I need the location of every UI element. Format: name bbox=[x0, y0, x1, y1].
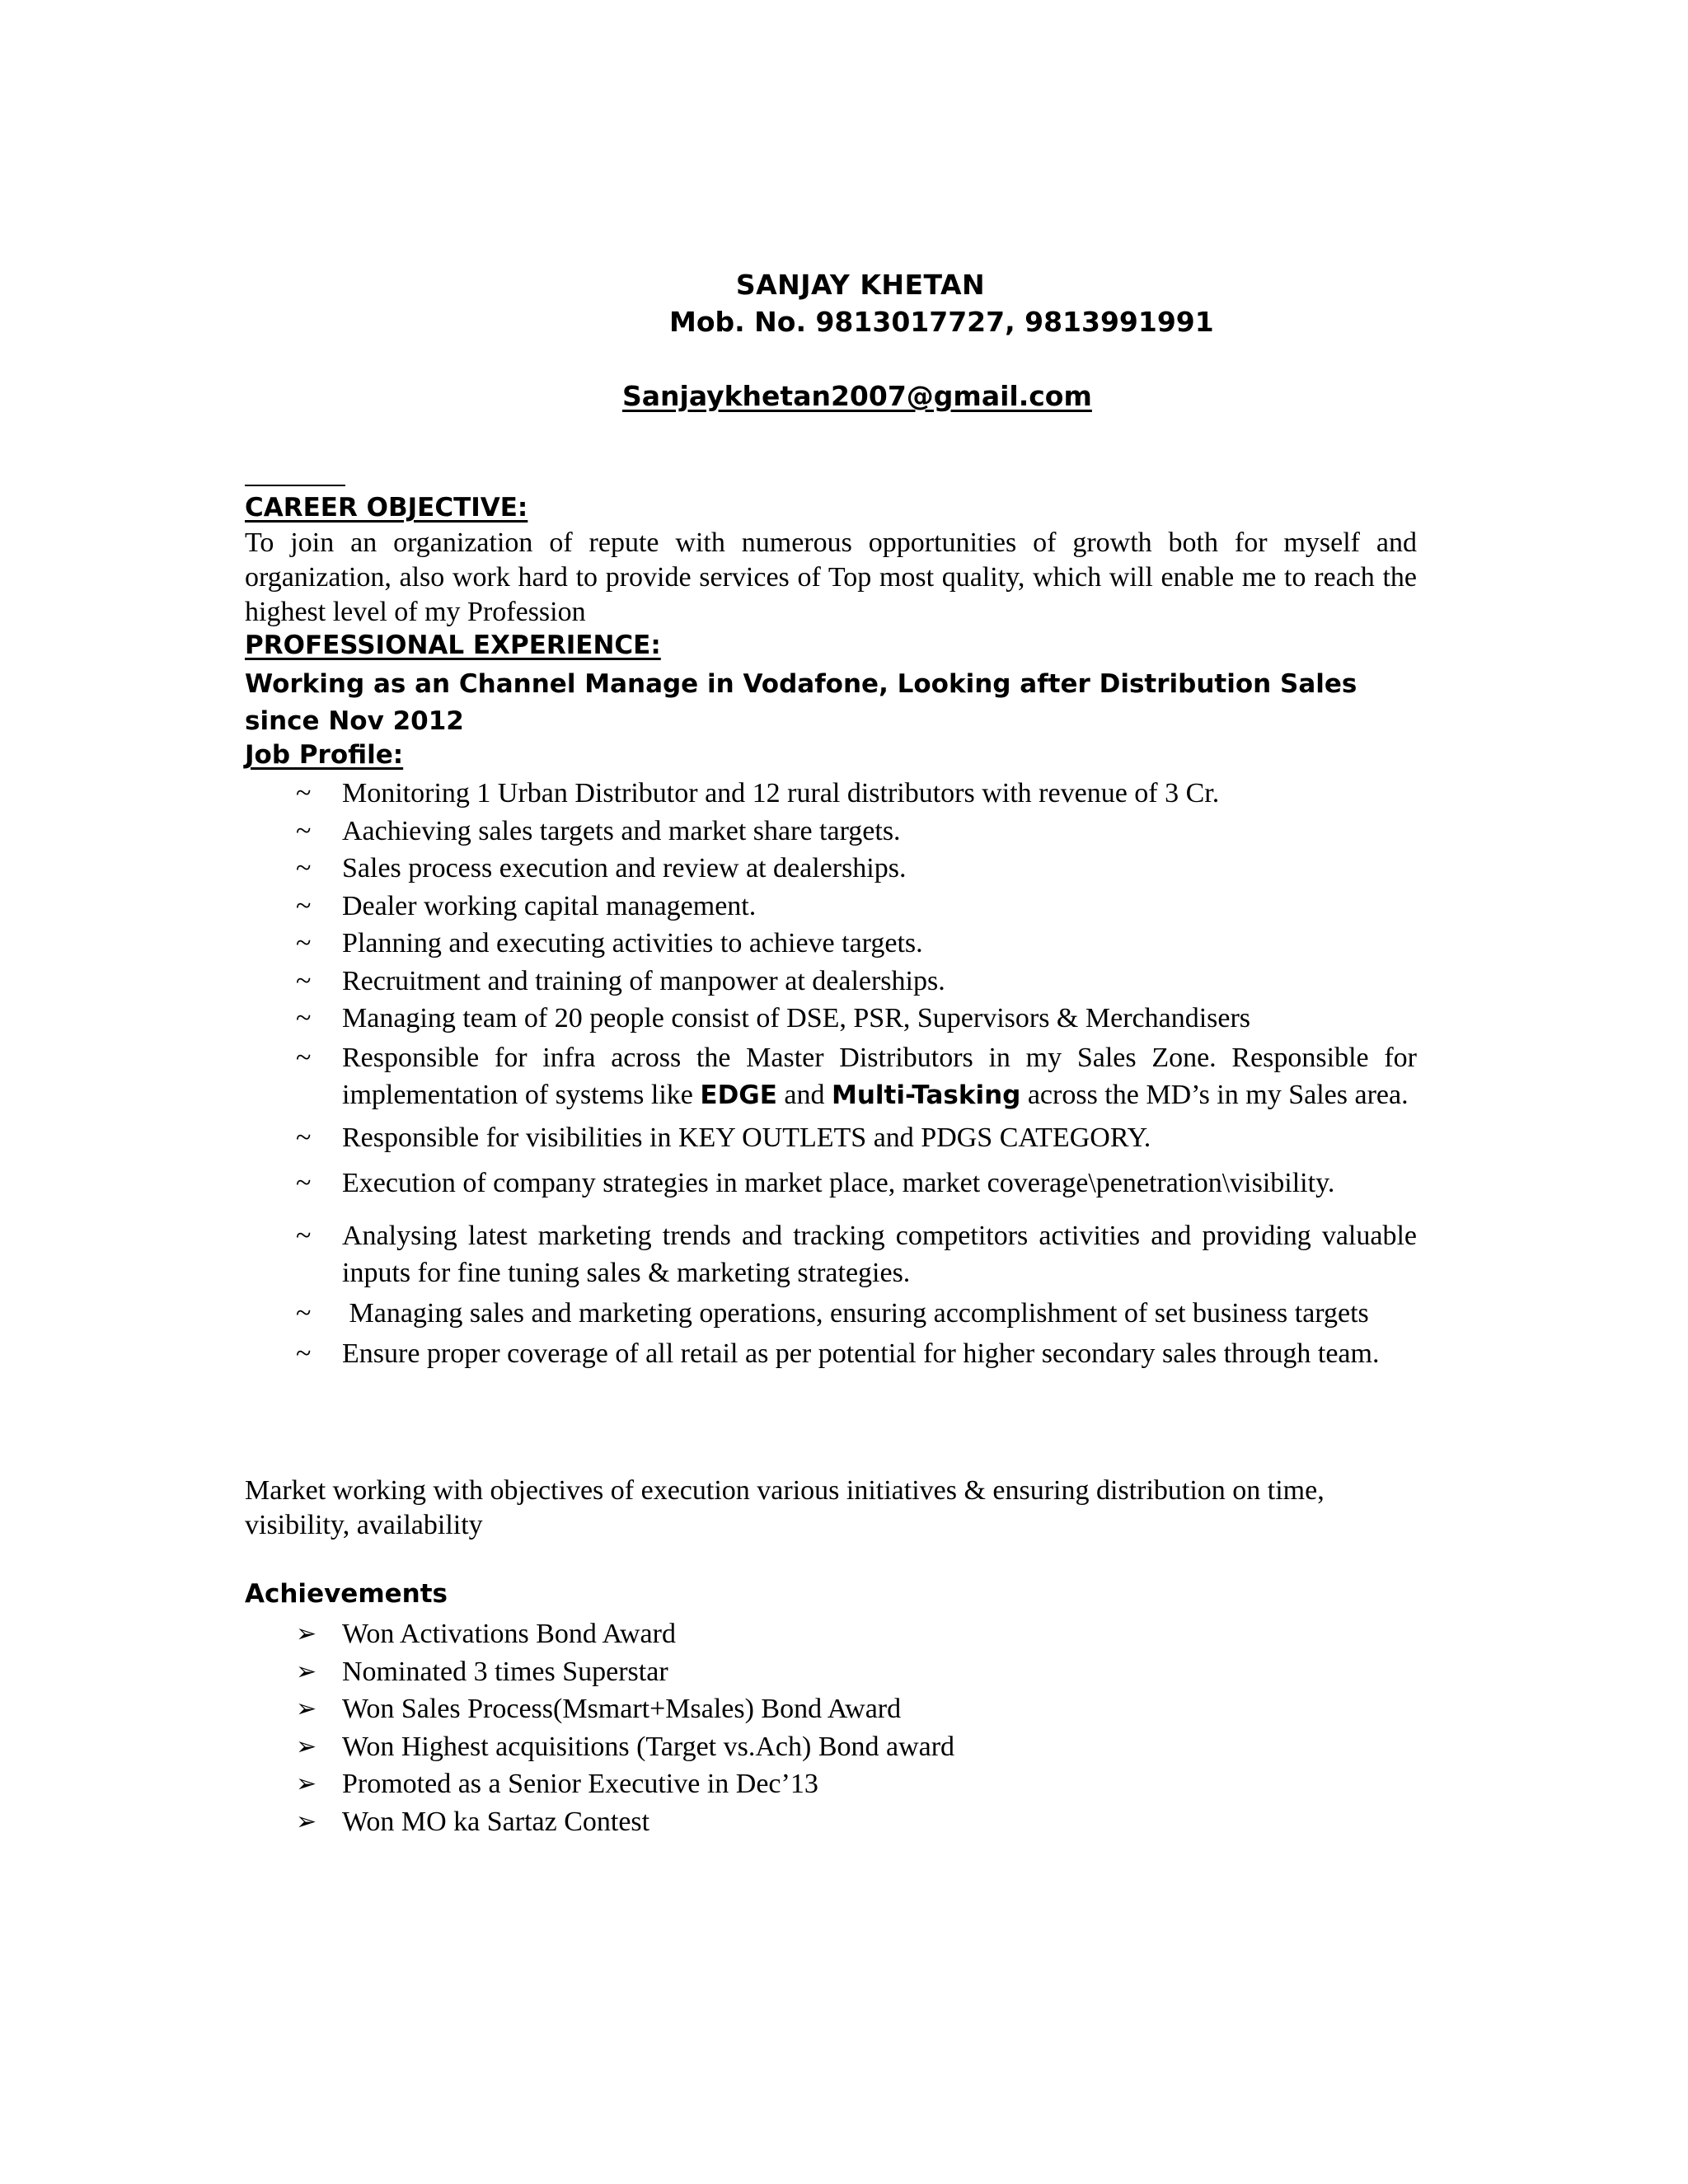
job-profile-item: ~ Sales process execution and review at dealerships. bbox=[245, 851, 1417, 886]
tilde-bullet: ~ bbox=[296, 815, 312, 846]
job-profile-item: ~ Managing sales and marketing operations, ensuring accomplishment of set business targets bbox=[245, 1295, 1417, 1332]
job-profile-item: ~ Dealer working capital management. bbox=[245, 889, 1417, 924]
job-profile-list bbox=[245, 776, 1417, 1372]
tilde-bullet: ~ bbox=[296, 1167, 312, 1198]
career-objective-heading: CAREER OBJECTIVE: bbox=[245, 493, 528, 523]
job-profile-item: ~ Managing team of 20 people consist of DSE, PSR, Supervisors & Merchandisers bbox=[245, 1001, 1417, 1036]
arrowhead-bullet-icon: ➢ bbox=[296, 1657, 317, 1686]
tilde-bullet: ~ bbox=[296, 778, 312, 808]
arrowhead-bullet-icon: ➢ bbox=[296, 1619, 317, 1648]
tilde-bullet: ~ bbox=[296, 853, 312, 883]
email-link[interactable]: Sanjaykhetan2007@gmail.com bbox=[622, 380, 1092, 412]
achievement-item: ➢ Won Highest acquisitions (Target vs.Ach) Bond award bbox=[245, 1728, 954, 1766]
professional-experience-heading: PROFESSIONAL EXPERIENCE: bbox=[245, 630, 661, 660]
job-profile-item: ~ Responsible for visibilities in KEY OUTLETS and PDGS CATEGORY. bbox=[245, 1121, 1417, 1155]
market-working-summary: Market working with objectives of execution various initiatives & ensuring distribution on time, visibility, availability bbox=[245, 1475, 1325, 1540]
job-profile-item: ~ Planning and executing activities to achieve targets. bbox=[245, 926, 1417, 961]
achievements-list bbox=[245, 1615, 954, 1840]
job-profile-item-infra: ~ Responsible for infra across the Master Distributors in my Sales Zone. Responsible for implementation of systems like EDGE and Multi-Tasking across the MD’s in my Sales area. bbox=[245, 1039, 1417, 1114]
tilde-bullet: ~ bbox=[296, 1003, 312, 1033]
divider-rule bbox=[245, 485, 345, 486]
tilde-bullet: ~ bbox=[296, 1220, 312, 1251]
tilde-bullet: ~ bbox=[296, 1042, 312, 1073]
multi-tasking-system-name: Multi-Tasking bbox=[832, 1080, 1021, 1110]
edge-system-name: EDGE bbox=[700, 1080, 777, 1110]
achievement-item: ➢ Won Sales Process(Msmart+Msales) Bond Award bbox=[245, 1690, 954, 1728]
achievement-item: ➢ Won Activations Bond Award bbox=[245, 1615, 954, 1653]
tilde-bullet: ~ bbox=[296, 1297, 312, 1329]
arrowhead-bullet-icon: ➢ bbox=[296, 1807, 317, 1836]
achievement-item: ➢ Won MO ka Sartaz Contest bbox=[245, 1803, 954, 1841]
tilde-bullet: ~ bbox=[296, 965, 312, 996]
tilde-bullet: ~ bbox=[296, 1122, 312, 1153]
arrowhead-bullet-icon: ➢ bbox=[296, 1694, 317, 1723]
career-objective-text: To join an organization of repute with numerous opportunities of growth both for myself and organization, also work hard to provide services of Top most quality, which will enable me to reach the highest level of my Profession bbox=[245, 527, 1417, 627]
achievement-item: ➢ Nominated 3 times Superstar bbox=[245, 1653, 954, 1691]
job-profile-item: ~ Analysing latest marketing trends and tracking competitors activities and providing valuable inputs for fine tuning sales & marketing strategies. bbox=[245, 1217, 1417, 1291]
job-profile-item: ~ Monitoring 1 Urban Distributor and 12 rural distributors with revenue of 3 Cr. bbox=[245, 776, 1417, 811]
tilde-bullet: ~ bbox=[296, 1338, 312, 1369]
job-profile-item: ~ Execution of company strategies in market place, market coverage\penetration\visibility. bbox=[245, 1166, 1417, 1201]
job-profile-item: ~ Aachieving sales targets and market share targets. bbox=[245, 814, 1417, 849]
arrowhead-bullet-icon: ➢ bbox=[296, 1769, 317, 1798]
current-role: Working as an Channel Manage in Vodafone, Looking after Distribution Sales since Nov 2012 bbox=[245, 669, 1357, 736]
arrowhead-bullet-icon: ➢ bbox=[296, 1732, 317, 1761]
tilde-bullet: ~ bbox=[296, 928, 312, 958]
job-profile-item: ~ Ensure proper coverage of all retail as per potential for higher secondary sales through team. bbox=[245, 1335, 1417, 1372]
mobile-numbers: Mob. No. 9813017727, 9813991991 bbox=[669, 306, 1214, 338]
tilde-bullet: ~ bbox=[296, 890, 312, 921]
achievements-heading: Achievements bbox=[245, 1579, 448, 1609]
achievement-item: ➢ Promoted as a Senior Executive in Dec’13 bbox=[245, 1765, 954, 1803]
job-profile-item: ~ Recruitment and training of manpower at dealerships. bbox=[245, 964, 1417, 999]
job-profile-heading: Job Profile: bbox=[245, 740, 404, 770]
candidate-name: SANJAY KHETAN bbox=[735, 269, 986, 301]
